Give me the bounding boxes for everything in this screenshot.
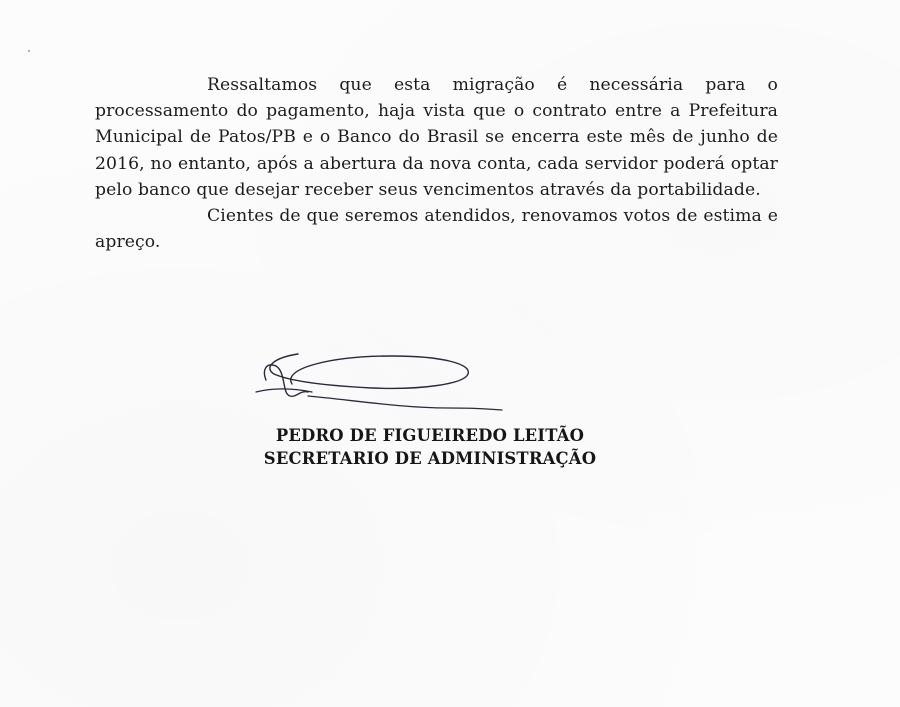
- paragraph-closing: Cientes de que seremos atendidos, renovamos votos de estima e apreço.: [95, 206, 778, 253]
- signer-name: PEDRO DE FIGUEIREDO LEITÃO: [275, 426, 585, 445]
- paragraph-migration: Ressaltamos que esta migração é necessária para o processamento do pagamento, haja vista que o contrato entre a Prefeitura Municipal de Patos/PB e o Banco do Brasil se encerra este mês de junho de 2016, no entanto, após a abertura da nova conta, cada servidor poderá optar pelo banco que desejar receber seus vencimentos através da portabilidade.: [95, 75, 778, 200]
- letter-body: [95, 72, 778, 255]
- signer-title: SECRETARIO DE ADMINISTRAÇÃO: [263, 449, 597, 468]
- scan-speck: [28, 50, 30, 52]
- signer-block: [180, 424, 680, 470]
- handwritten-signature: [252, 350, 512, 420]
